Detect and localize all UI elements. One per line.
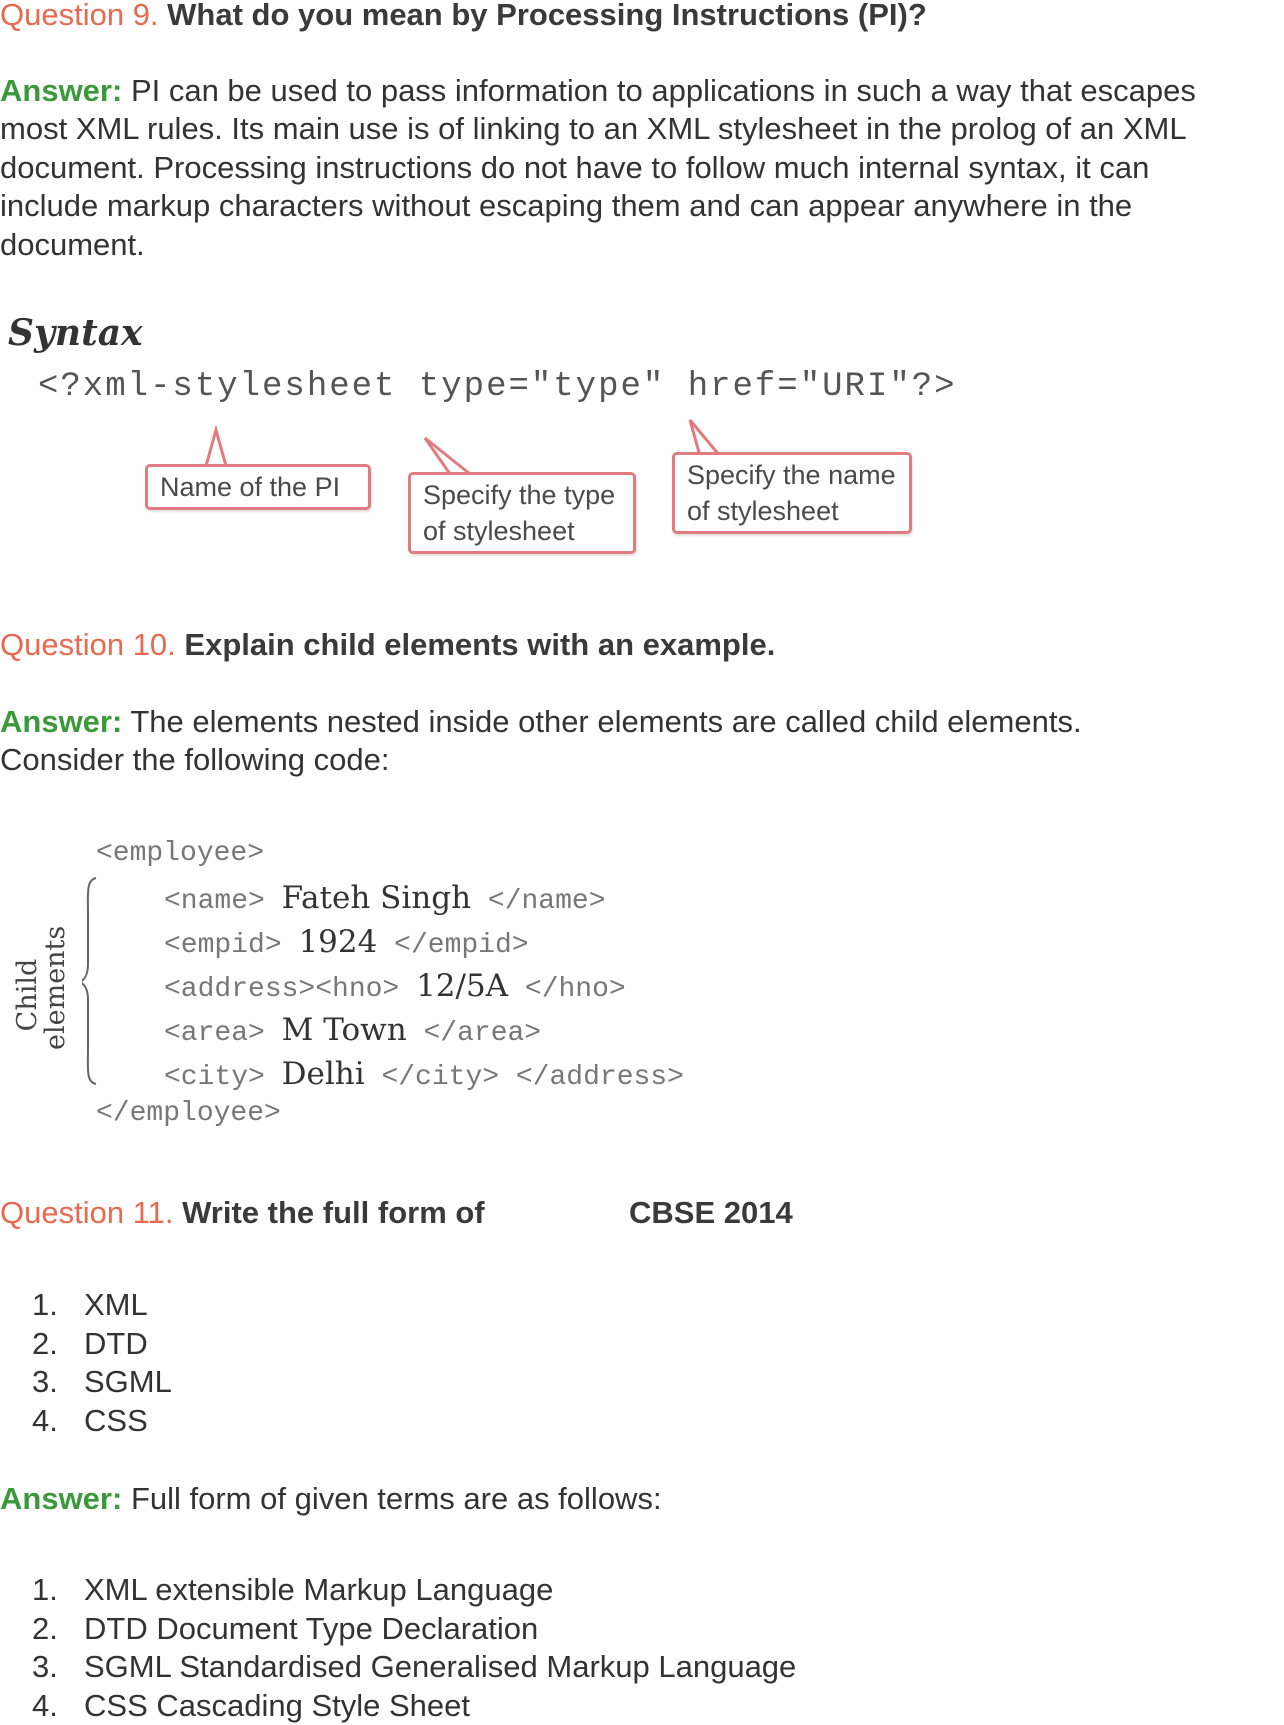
list-item: 1. XML <box>32 1287 148 1322</box>
answer-line: most XML rules. Its main use is of linking to an XML stylesheet in the prolog of an XML <box>0 111 1187 147</box>
question-label: Question 10. <box>0 627 176 662</box>
board-year-text: CBSE 2014 <box>629 1195 793 1230</box>
code-value: 1924 <box>298 924 378 960</box>
list-item: 2. DTD Document Type Declaration <box>32 1610 539 1646</box>
code-tag: </hno> <box>524 974 626 1005</box>
list-item: 3. SGML <box>32 1364 172 1399</box>
list-item: 4. CSS Cascading Style Sheet <box>32 1687 470 1723</box>
question-10-heading <box>0 626 775 664</box>
list-item: 2. DTD <box>32 1325 148 1361</box>
terms-list <box>32 1286 172 1440</box>
code-row <box>164 1012 541 1049</box>
callout-pointers <box>0 0 1284 600</box>
answer-label: Answer: <box>0 73 123 108</box>
callout-text: Specify the type <box>423 480 616 510</box>
code-row <box>164 880 606 917</box>
callout-pi-name <box>145 464 371 510</box>
code-tag: </name> <box>487 886 606 917</box>
code-value: M Town <box>281 1012 407 1048</box>
code-row <box>164 968 626 1005</box>
answer-line: document. Processing instructions do not have to follow much internal syntax, it can <box>0 149 1150 185</box>
code-value: 12/5A <box>416 968 509 1004</box>
list-item-text: CSS Cascading Style Sheet <box>84 1687 470 1723</box>
list-item-text: SGML <box>84 1364 172 1399</box>
code-close-tag: </employee> <box>96 1098 281 1129</box>
code-tag: <address><hno> <box>164 974 400 1005</box>
board-year-tag <box>629 1194 793 1232</box>
list-item-text: SGML Standardised Generalised Markup Language <box>84 1649 797 1684</box>
question-label: Question 9. <box>0 0 159 32</box>
list-item-text: CSS <box>84 1402 148 1438</box>
question-text: Explain child elements with an example. <box>184 627 776 662</box>
question-text: Write the full form of <box>182 1195 485 1230</box>
callout-text: of stylesheet <box>423 516 575 546</box>
code-value: Delhi <box>281 1056 365 1092</box>
syntax-code: <?xml-stylesheet type="type" href="URI"?> <box>38 368 957 406</box>
child-elements-label: Child elements <box>12 925 71 1050</box>
child-elements-brace <box>82 876 102 1086</box>
answer-line: include markup characters without escaping them and can appear anywhere in the <box>0 188 1133 224</box>
list-item-text: DTD <box>84 1325 148 1361</box>
callout-text: Name of the PI <box>160 472 341 502</box>
question-text: What do you mean by Processing Instructions (PI)? <box>167 0 927 32</box>
list-item: 3. SGML Standardised Generalised Markup Language <box>32 1649 797 1684</box>
code-tag: <area> <box>164 1018 265 1049</box>
answer-line: The elements nested inside other elements are called child elements. <box>130 704 1082 739</box>
callout-stylesheet-type <box>408 472 636 554</box>
list-item: 4. CSS <box>32 1402 148 1438</box>
question-label: Question 11. <box>0 1195 174 1230</box>
answer-line: PI can be used to pass information to applications in such a way that escapes <box>130 73 1196 108</box>
code-row <box>164 1056 684 1093</box>
code-row <box>164 924 529 961</box>
callout-stylesheet-name <box>672 452 912 534</box>
list-item: 1. XML extensible Markup Language <box>32 1572 554 1607</box>
callout-text: of stylesheet <box>687 496 839 526</box>
full-forms-list <box>32 1571 796 1725</box>
code-open-tag: <employee> <box>96 838 265 869</box>
list-item-text: DTD Document Type Declaration <box>84 1610 539 1646</box>
list-item-text: XML <box>84 1287 148 1322</box>
answer-line: Consider the following code: <box>0 742 390 778</box>
code-tag: <name> <box>164 886 265 917</box>
code-tag: <city> <box>164 1062 265 1093</box>
answer-11 <box>0 1480 1284 1518</box>
code-tag: </empid> <box>394 930 529 961</box>
code-value: Fateh Singh <box>281 880 472 916</box>
answer-label: Answer: <box>0 704 123 739</box>
question-11-heading <box>0 1194 485 1232</box>
code-tag: </city> </address> <box>381 1062 684 1093</box>
syntax-title: Syntax <box>8 312 143 354</box>
answer-10 <box>0 703 1284 780</box>
code-tag: </area> <box>423 1018 542 1049</box>
answer-line: Full form of given terms are as follows: <box>130 1481 662 1516</box>
callout-text: Specify the name <box>687 460 896 490</box>
code-tag: <empid> <box>164 930 282 961</box>
answer-line: document. <box>0 226 145 262</box>
list-item-text: XML extensible Markup Language <box>84 1572 554 1607</box>
answer-label: Answer: <box>0 1481 123 1516</box>
